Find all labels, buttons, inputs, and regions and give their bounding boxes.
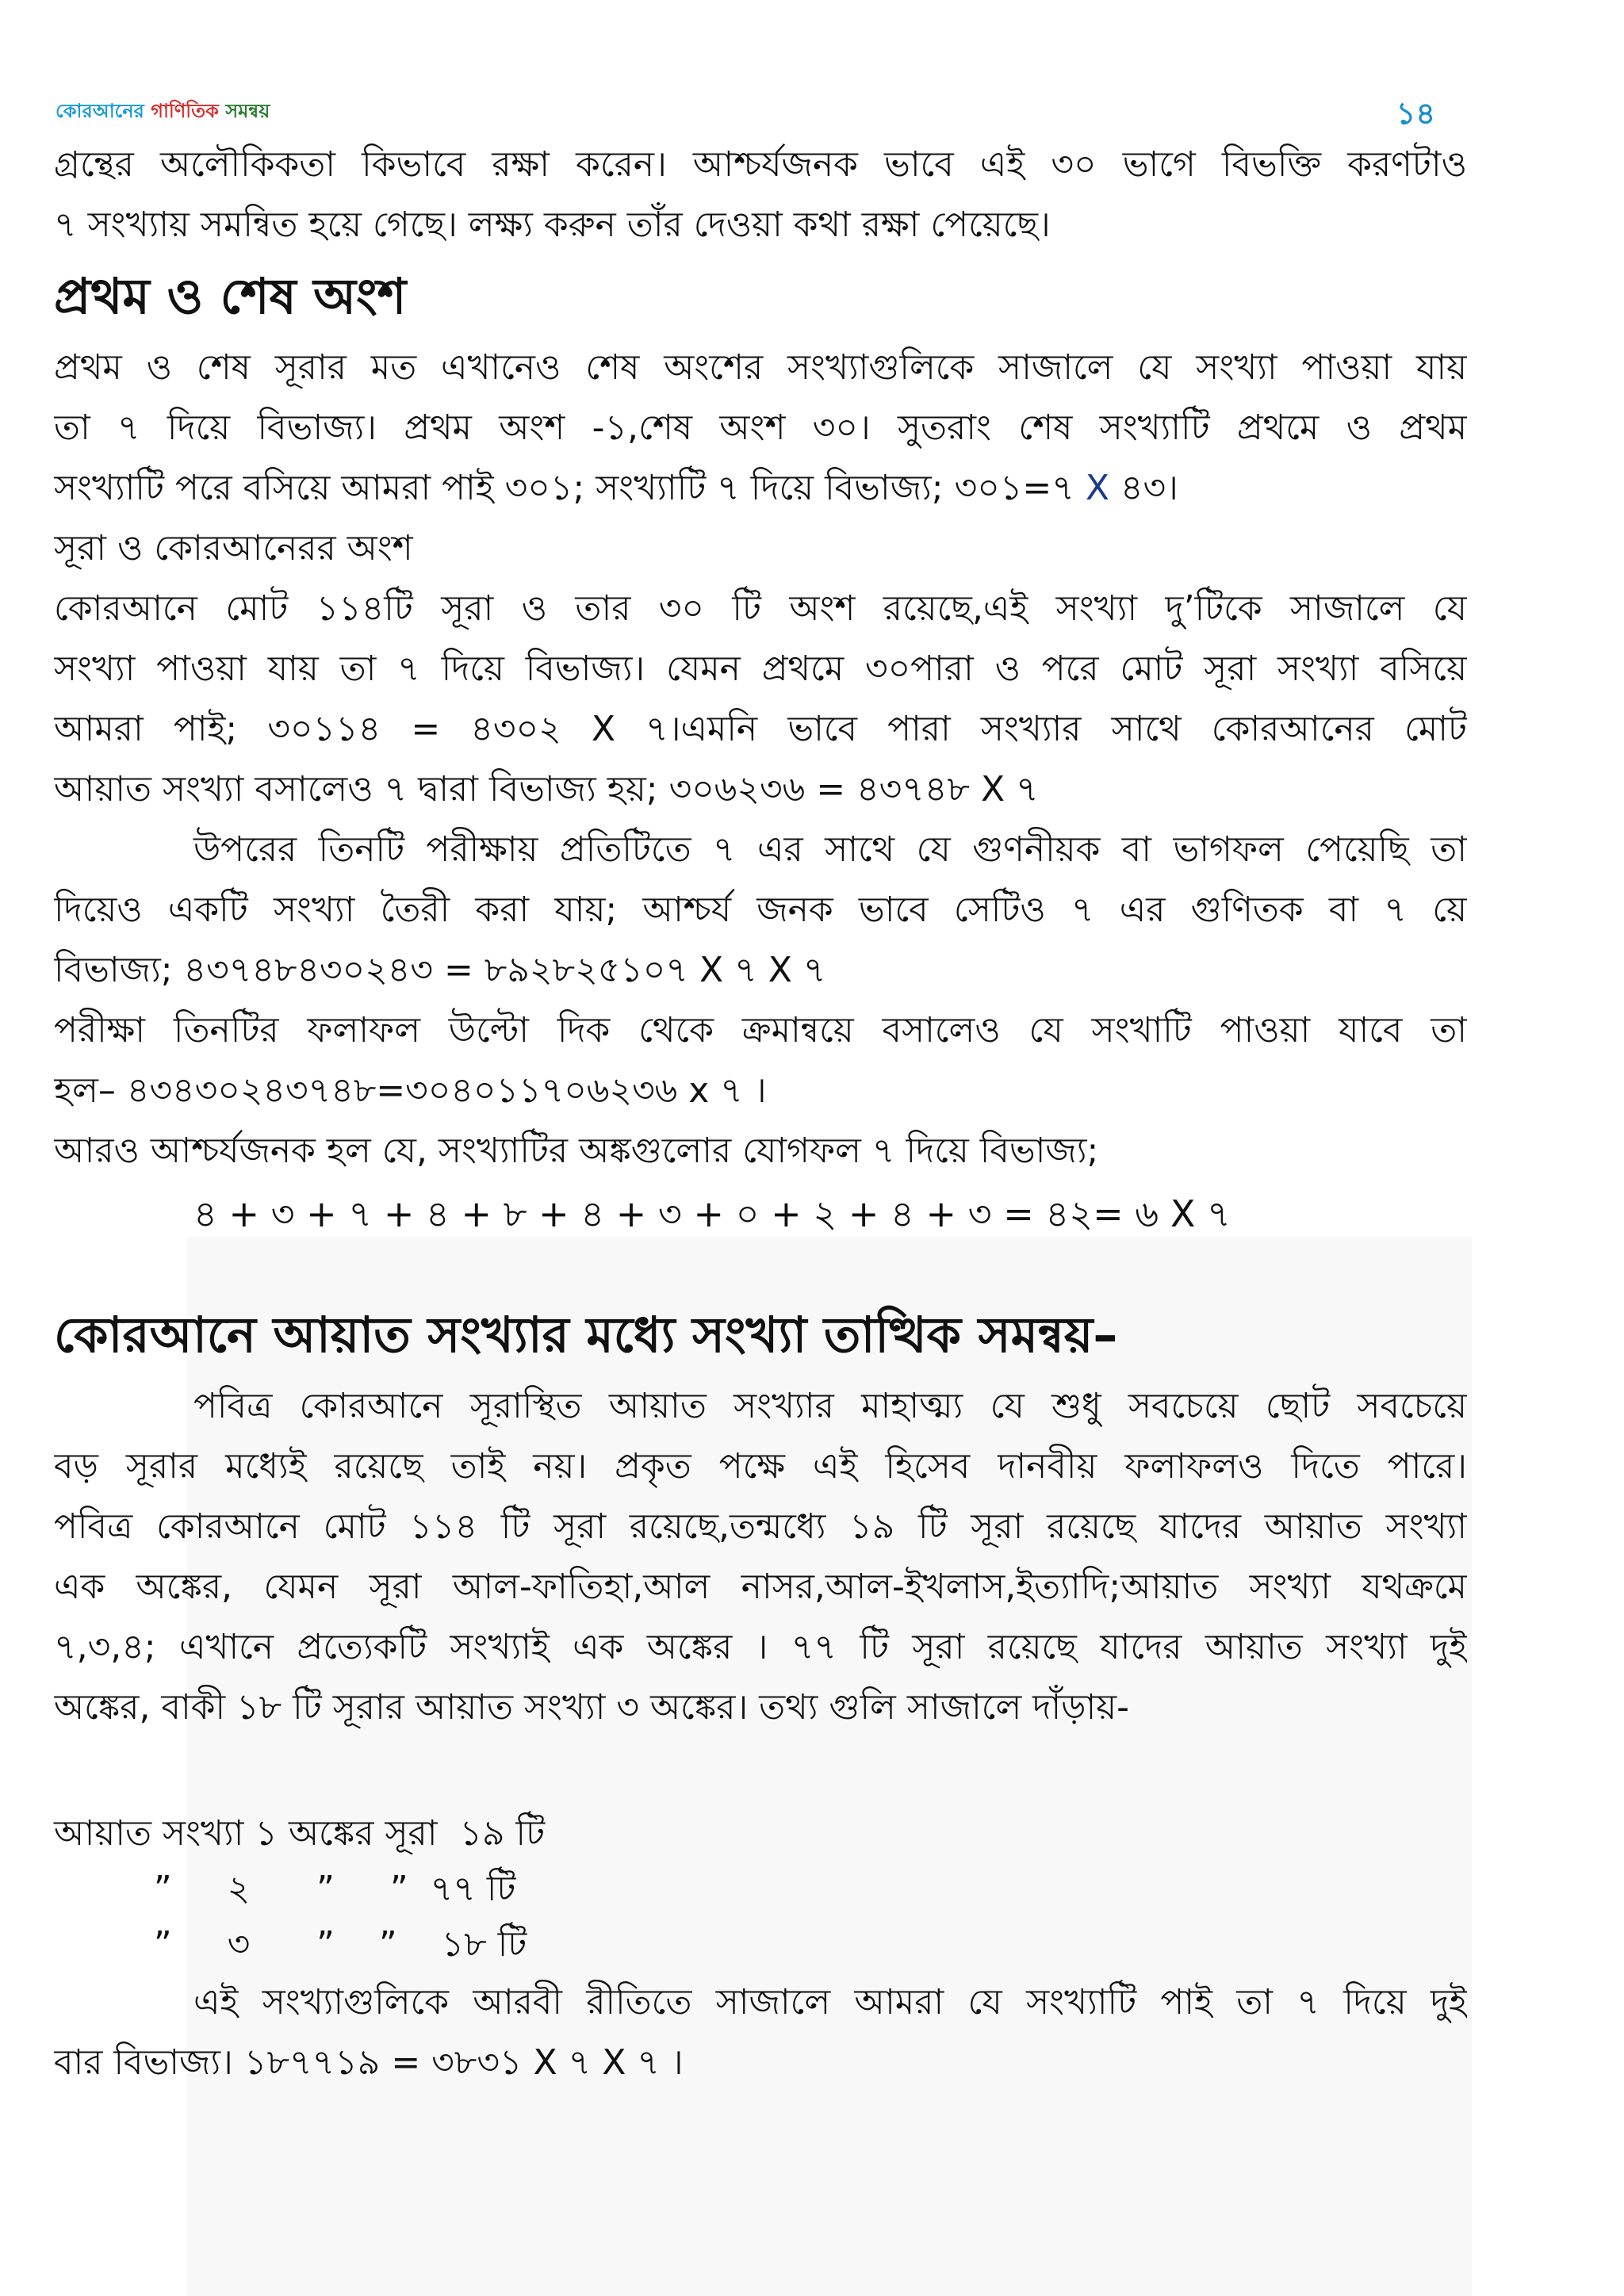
running-title-part2: গাণিতিক	[151, 100, 226, 122]
section2-para-line-5: ৭,৩,৪; এখানে প্রত্যেকটি সংখ্যাই এক অঙ্কের । ৭৭ টি সূরা রয়েছে যাদের আয়াত সংখ্যা দুই	[54, 1627, 1467, 1667]
section1-para2-line-2: সংখ্যা পাওয়া যায় তা ৭ দিয়ে বিভাজ্য। যেমন প্রথমে ৩০পারা ও পরে মোট সূরা সংখ্যা বসিয়ে	[54, 649, 1467, 689]
verse-digit-table-row-3: ” ৩ ” ” ১৮ টি	[54, 1924, 527, 1965]
intro-line-1: গ্রন্থের অলৌকিকতা কিভাবে রক্ষা করেন। আশ্চর্যজনক ভাবে এই ৩০ ভাগে বিভক্তি করণটাও	[54, 144, 1467, 185]
spacer	[54, 1738, 1467, 1806]
section1-para-line-3	[54, 458, 1467, 519]
running-title-part1: কোরআনের	[56, 100, 151, 122]
page-number: ১৪	[1396, 96, 1435, 131]
section2-para-line-4: এক অঙ্কের, যেমন সূরা আল-ফাতিহা,আল নাসর,আল-ইখলাস,ইত্যাদি;আয়াত সংখ্যা যথক্রমে	[54, 1567, 1467, 1607]
section1-para3-line-1: উপরের তিনটি পরীক্ষায় প্রতিটিতে ৭ এর সাথে যে গুণনীয়ক বা ভাগফল পেয়েছি তা	[193, 829, 1467, 870]
page-content	[54, 135, 1467, 2093]
section2-para2-line-2: বার বিভাজ্য। ১৮৭৭১৯ = ৩৮৩১ X ৭ X ৭ ।	[54, 2042, 684, 2083]
subheading-sura-and-parts: সূরা ও কোরআনেরর অংশ	[54, 528, 413, 568]
section1-para4-line-2: হল– ৪৩৪৩০২৪৩৭৪৮=৩০৪০১১৭০৬২৩৬ x ৭ ।	[54, 1070, 767, 1111]
intro-line-2: ৭ সংখ্যায় সমন্বিত হয়ে গেছে। লক্ষ্য করুন তাঁর দেওয়া কথা রক্ষা পেয়েছে।	[54, 205, 1051, 245]
page-header	[56, 96, 1435, 131]
multiply-sign: X	[1085, 468, 1110, 508]
section2-para2-line-1: এই সংখ্যাগুলিকে আরবী রীতিতে সাজালে আমরা যে সংখ্যাটি পাই তা ৭ দিয়ে দুই	[193, 1982, 1467, 2022]
section-heading-verse-count-harmony: কোরআনে আয়াত সংখ্যার মধ্যে সংখ্যা তাত্থিক সমন্বয়–	[54, 1306, 1118, 1364]
section1-para2-line-1: কোরআনে মোট ১১৪টি সূরা ও তার ৩০ টি অংশ রয়েছে,এই সংখ্যা দু’টিকে সাজালে যে	[54, 588, 1467, 629]
section1-para-line-3-b: ৪৩।	[1109, 468, 1178, 508]
section2-para-line-1: পবিত্র কোরআনে সূরাস্থিত আয়াত সংখ্যার মাহাত্ম্য যে শুধু সবচেয়ে ছোট সবচেয়ে	[193, 1386, 1467, 1426]
section-heading-first-last-part: প্রথম ও শেষ অংশ	[54, 267, 407, 325]
verse-digit-table-row-1: আয়াত সংখ্যা ১ অঙ্কের সূরা ১৯ টি	[54, 1813, 546, 1854]
section1-para2-line-3: আমরা পাই; ৩০১১৪ = ৪৩০২ X ৭।এমনি ভাবে পারা সংখ্যার সাথে কোরআনের মোট	[54, 709, 1467, 749]
running-title-part3: সমন্বয়	[225, 100, 270, 122]
section1-para-line-1: প্রথম ও শেষ সূরার মত এখানেও শেষ অংশের সংখ্যাগুলিকে সাজালে যে সংখ্যা পাওয়া যায়	[54, 347, 1467, 388]
verse-digit-table-row-2: ” ২ ” ” ৭৭ টি	[54, 1869, 516, 1909]
section1-para3-line-3: বিভাজ্য; ৪৩৭৪৮৪৩০২৪৩ = ৮৯২৮২৫১০৭ X ৭ X ৭	[54, 950, 826, 990]
section2-para-line-3: পবিত্র কোরআনে মোট ১১৪ টি সূরা রয়েছে,তন্মধ্যে ১৯ টি সূরা রয়েছে যাদের আয়াত সংখ্যা	[54, 1506, 1467, 1547]
section1-para2-line-4: আয়াত সংখ্যা বসালেও ৭ দ্বারা বিভাজ্য হয়; ৩০৬২৩৬ = ৪৩৭৪৮ X ৭	[54, 769, 1039, 809]
section1-para-line-2: তা ৭ দিয়ে বিভাজ্য। প্রথম অংশ -১,শেষ অংশ ৩০। সুতরাং শেষ সংখ্যাটি প্রথমে ও প্রথম	[54, 408, 1467, 448]
section2-para-line-2: বড় সূরার মধ্যেই রয়েছে তাই নয়। প্রকৃত পক্ষে এই হিসেব দানবীয় ফলাফলও দিতে পারে।	[54, 1446, 1467, 1487]
spacer	[54, 1246, 1467, 1294]
digit-sum-equation: ৪ + ৩ + ৭ + ৪ + ৮ + ৪ + ৩ + ০ + ২ + ৪ + ৩ = ৪২= ৬ X ৭	[193, 1192, 1231, 1235]
section1-para3-line-2: দিয়েও একটি সংখ্যা তৈরী করা যায়; আশ্চর্য জনক ভাবে সেটিও ৭ এর গুণিতক বা ৭ য়ে	[54, 890, 1467, 930]
section1-para5-line-1: আরও আশ্চর্যজনক হল যে, সংখ্যাটির অঙ্কগুলোর যোগফল ৭ দিয়ে বিভাজ্য;	[54, 1131, 1099, 1171]
section1-para-line-3-a: সংখ্যাটি পরে বসিয়ে আমরা পাই ৩০১; সংখ্যাটি ৭ দিয়ে বিভাজ্য; ৩০১=৭	[54, 468, 1086, 508]
section1-para4-line-1: পরীক্ষা তিনটির ফলাফল উল্টো দিক থেকে ক্রমান্বয়ে বসালেও যে সংখাটি পাওয়া যাবে তা	[54, 1010, 1467, 1050]
section2-para-line-6: অঙ্কের, বাকী ১৮ টি সূরার আয়াত সংখ্যা ৩ অঙ্কের। তথ্য গুলি সাজালে দাঁড়ায়-	[54, 1687, 1130, 1728]
running-title	[56, 97, 270, 128]
